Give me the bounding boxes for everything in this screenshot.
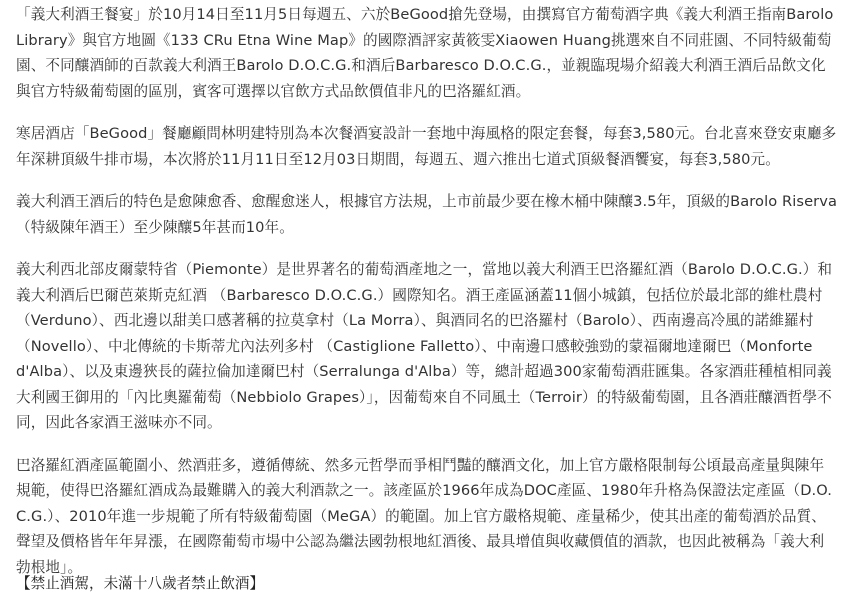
paragraph-aging-rules: 義大利酒王酒后的特色是愈陳愈香、愈醒愈迷人，根據官方法規，上市前最少要在橡木桶中陳釀3.5年，頂級的Barolo Riserva （特級陳年酒王）至少陳釀5年甚而10年。 (16, 193, 838, 236)
article-body (16, 2, 838, 597)
paragraph-event-intro: 「義大利酒王餐宴」於10月14日至11月5日每週五、六於BeGood搶先登場，由撰寫官方葡萄酒字典《義大利酒王指南Barolo Library》與官方地圖《133 CRu Etna Wine Map》的國際酒評家黃筱雯Xiaowen Huang挑選來自不同莊園、不同特級葡萄園、不同釀酒師的百款義大利酒王Barolo D.O.C.G.和酒后Barbaresco D.O.C.G.，並親臨現場介紹義大利酒王酒后品飲文化與官方特級葡萄園的區別，賓客可選擇以官飲方式品飲價值非凡的巴洛羅紅酒。 (16, 6, 834, 100)
paragraph-barolo-region-history: 巴洛羅紅酒產區範圍小、然酒莊多，遵循傳統、然多元哲學而爭相鬥豔的釀酒文化，加上官方嚴格限制每公頃最高產量與陳年規範，使得巴洛羅紅酒成為最難購入的義大利酒款之一。該產區於1966年成為DOC產區、1980年升格為保證法定產區（D.O.C.G.）、2010年進一步規範了所有特級葡萄園（MeGA）的範圍。加上官方嚴格規範、產量稀少，使其出產的葡萄酒於品質、聲望及價格皆年年昇漲，在國際葡萄市場中公認為繼法國勃根地紅酒後、最具增值與收藏價值的酒款，也因此被稱為「義大利勃根地」。 (16, 456, 833, 576)
paragraph-piemonte-villages: 義大利西北部皮爾蒙特省（Piemonte）是世界著名的葡萄酒產地之一，當地以義大利酒王巴洛羅紅酒（Barolo D.O.C.G.）和義大利酒后巴爾芭萊斯克紅酒 （Barbaresco D.O.C.G.）國際知名。酒王產區涵蓋11個小城鎮，包括位於最北部的維杜農村（Verduno）、西北邊以甜美口感著稱的拉莫拿村（La Morra）、與酒同名的巴洛羅村（Barolo）、西南邊高冷風的諾維羅村（Novello）、中北傳統的卡斯蒂尤內法列多村 （Castiglione Falletto）、中南邊口感較強勁的蒙福爾地達爾巴（Monforte d'Alba）、以及東邊狹長的薩拉倫加達爾巴村（Serralunga d'Alba）等，總計超過300家葡萄酒莊匯集。各家酒莊種植相同義大利國王御用的「內比奧羅葡萄（Nebbiolo Grapes）」，因葡萄來自不同風土（Terroir）的特級葡萄園，且各酒莊釀酒哲學不同，因此各家酒王滋味亦不同。 (16, 261, 833, 431)
alcohol-warning: 【禁止酒駕，未滿十八歲者禁止飲酒】 (16, 575, 265, 592)
paragraph-set-menu-pricing: 寒居酒店「BeGood」餐廳顧問林明建特別為本次餐酒宴設計一套地中海風格的限定套餐，每套3,580元。台北喜來登安東廳多年深耕頂級牛排市場，本次將於11月11日至12月03日期間，每週五、週六推出七道式頂級餐酒饗宴，每套3,580元。 (16, 125, 837, 168)
